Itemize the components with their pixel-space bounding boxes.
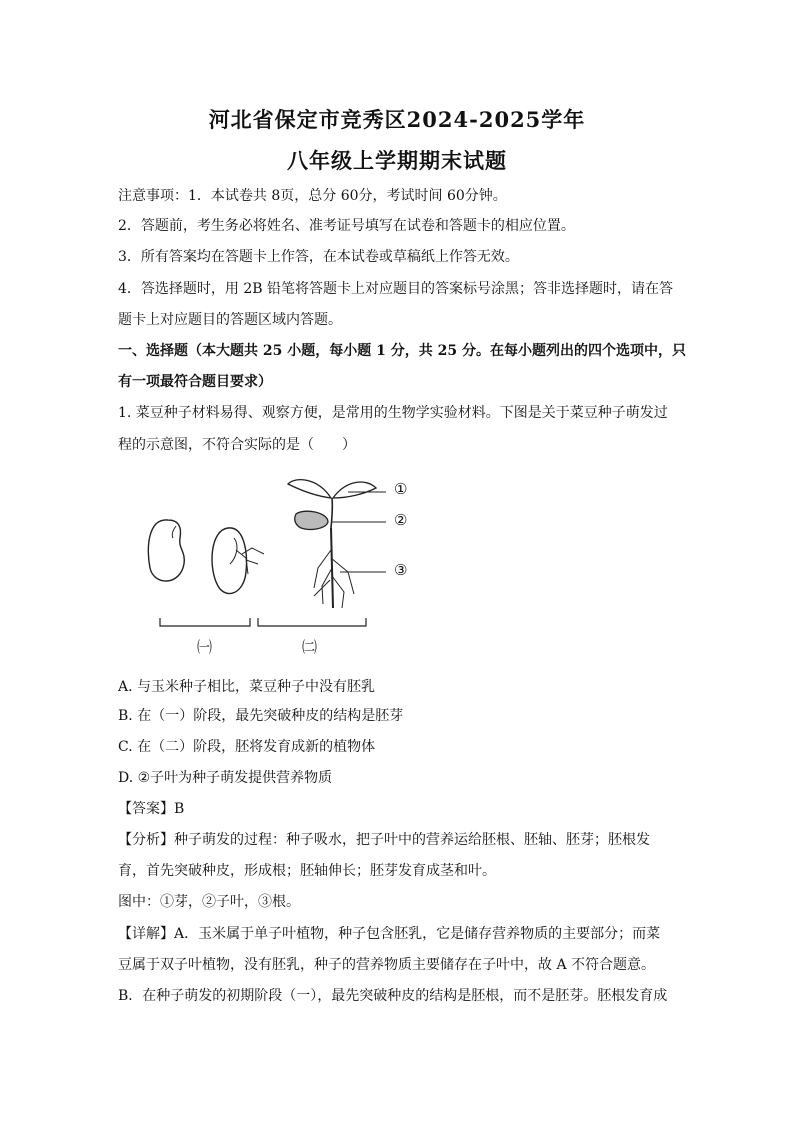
stage-two-label: ㈡ [302, 638, 318, 656]
leaf-left [288, 480, 331, 498]
stage-one-label: ㈠ [197, 638, 213, 656]
bracket-stage-1 [160, 618, 250, 626]
analysis-text-cont: 育，首先突破种皮，形成根；胚轴伸长；胚芽发育成茎和叶。 [118, 863, 496, 879]
germinating-seed [212, 528, 246, 594]
roots [314, 550, 354, 608]
page-title: 河北省保定市竞秀区2024-2025学年 [208, 107, 586, 132]
option-c: C. 在（二）阶段，胚将发育成新的植物体 [118, 739, 376, 755]
analysis-figure-note: 图中：①芽，②子叶，③根。 [118, 894, 300, 910]
shoot [331, 498, 332, 528]
option-a: A. 与玉米种子相比，菜豆种子中没有胚乳 [118, 679, 376, 695]
label-root: ③ [394, 561, 408, 579]
label-cotyledon: ② [394, 511, 408, 529]
detail-text-cont: 豆属于双子叶植物，没有胚乳，种子的营养物质主要储存在子叶中，故 A 不符合题意。 [118, 957, 656, 973]
note-line: 4．答选择题时，用 2B 铅笔将答题卡上对应题目的答案标号涂黑；答非选择题时，请在答 [118, 281, 674, 297]
detail-text: 【详解】A．玉米属于单子叶植物，种子包含胚乳，它是储存营养物质的主要部分；而菜 [118, 926, 661, 942]
bracket-stage-2 [258, 618, 366, 626]
leaf-right [333, 482, 376, 498]
note-line: 3．所有答案均在答题卡上作答，在本试卷或草稿纸上作答无效。 [118, 249, 519, 265]
germination-diagram [118, 468, 418, 668]
label-bud: ① [394, 480, 408, 498]
option-b: B. 在（一）阶段，最先突破种皮的结构是胚芽 [118, 708, 404, 724]
detail-text-b: B．在种子萌发的初期阶段（一），最先突破种皮的结构是胚根，而不是胚芽。胚根发育成 [118, 988, 668, 1004]
bean-seed [148, 520, 184, 581]
analysis-text: 【分析】种子萌发的过程：种子吸水，把子叶中的营养运给胚根、胚轴、胚芽；胚根发 [118, 832, 650, 848]
note-line: 注意事项：1．本试卷共 8页，总分 60分，考试时间 60分钟。 [118, 188, 507, 204]
hilum-mark [172, 526, 176, 538]
section-heading-cont: 有一项最符合题目要求） [118, 374, 272, 390]
germination-figure [118, 468, 418, 668]
note-line: 2．答题前，考生务必将姓名、准考证号填写在试卷和答题卡的相应位置。 [118, 218, 575, 234]
section-heading: 一、选择题（本大题共 25 小题，每小题 1 分，共 25 分。在每小题列出的四个选项中，只 [118, 343, 686, 359]
cotyledon [295, 511, 328, 529]
question-text-cont: 程的示意图，不符合实际的是（ ） [118, 437, 356, 453]
option-d: D. ②子叶为种子萌发提供营养物质 [118, 770, 333, 786]
question-text: 1. 菜豆种子材料易得、观察方便，是常用的生物学实验材料。下图是关于菜豆种子萌发过 [118, 405, 668, 421]
answer: 【答案】B [118, 801, 185, 817]
note-line: 题卡上对应题目的答题区域内答题。 [118, 312, 342, 328]
page-subtitle: 八年级上学期期末试题 [287, 148, 507, 173]
